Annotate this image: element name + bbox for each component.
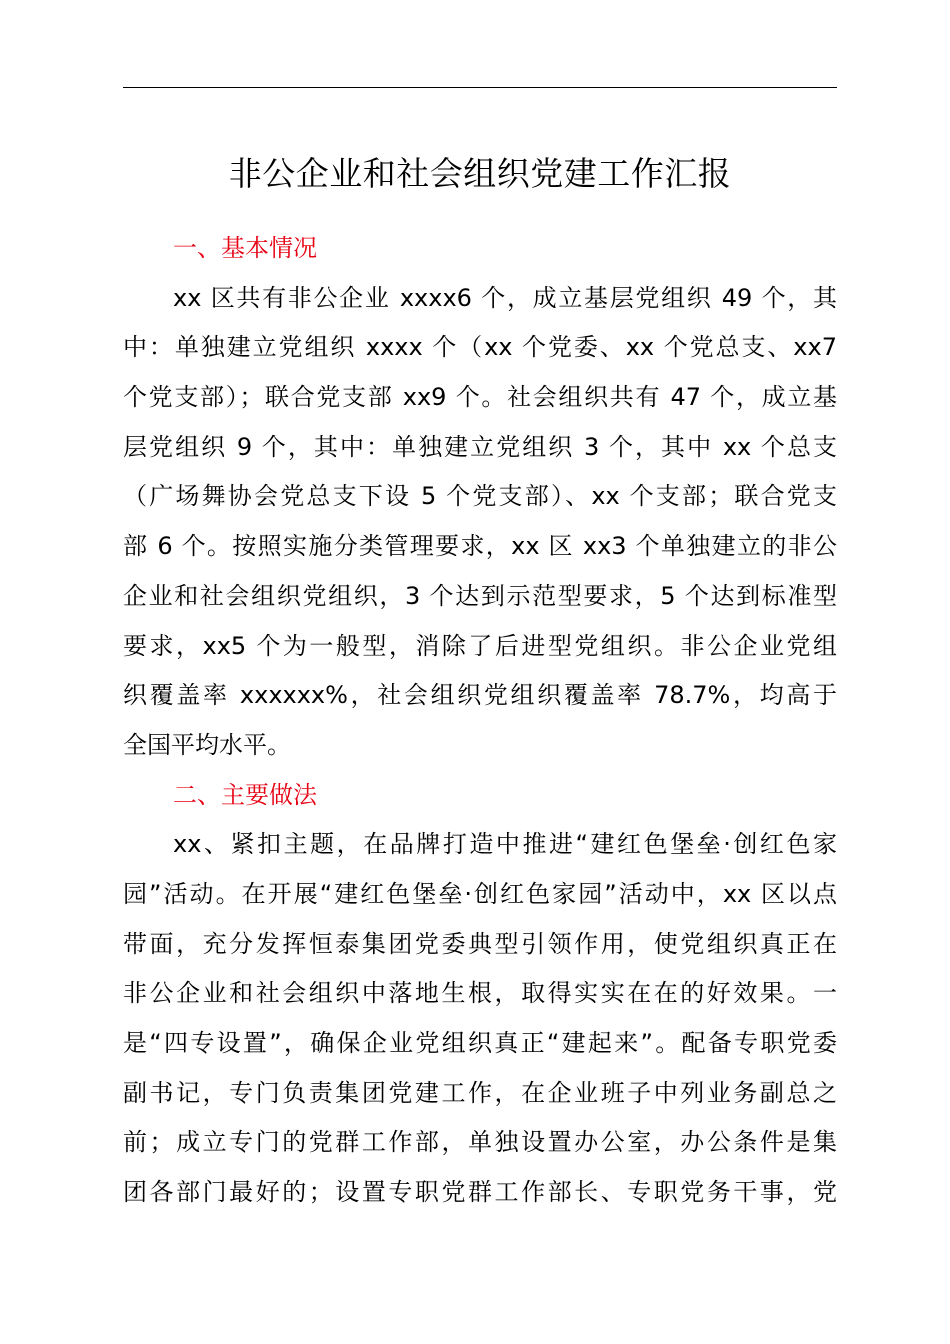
paragraph-line: （广场舞协会党总支下设 5 个党支部）、xx 个支部；联合党支 [123,482,837,511]
paragraph-line: 团各部门最好的；设置专职党群工作部长、专职党务干事，党 [123,1178,837,1207]
paragraph-line: 全国平均水平。 [123,730,291,759]
paragraph-line: 个党支部）；联合党支部 xx9 个。社会组织共有 47 个，成立基 [123,383,837,412]
document-title: 非公企业和社会组织党建工作汇报 [228,154,732,193]
document-body [123,224,837,1218]
paragraph-line: 织覆盖率 xxxxxx%，社会组织党组织覆盖率 78.7%，均高于 [123,681,837,710]
section-heading-practices: 二、主要做法 [173,780,317,809]
paragraph-line: 企业和社会组织党组织，3 个达到示范型要求，5 个达到标准型 [123,581,837,610]
paragraph-line: xx 区共有非公企业 xxxx6 个，成立基层党组织 49 个，其 [173,283,837,312]
paragraph-line: 要求，xx5 个为一般型，消除了后进型党组织。非公企业党组 [123,631,837,660]
paragraph-line: 中：单独建立党组织 xxxx 个（xx 个党委、xx 个党总支、xx7 [123,333,837,362]
header-rule [123,87,837,88]
paragraph-line: 层党组织 9 个，其中：单独建立党组织 3 个，其中 xx 个总支 [123,432,837,461]
paragraph-line: xx、紧扣主题，在品牌打造中推进“建红色堡垒·创红色家 [173,830,837,859]
section-heading-basic: 一、基本情况 [173,234,317,262]
paragraph-line: 前；成立专门的党群工作部，单独设置办公室，办公条件是集 [123,1128,837,1157]
paragraph-line: 园”活动。在开展“建红色堡垒·创红色家园”活动中，xx 区以点 [123,879,837,908]
paragraph-line: 非公企业和社会组织中落地生根，取得实实在在的好效果。一 [123,979,837,1008]
paragraph-line: 部 6 个。按照实施分类管理要求，xx 区 xx3 个单独建立的非公 [123,532,837,561]
paragraph-line: 带面，充分发挥恒泰集团党委典型引领作用，使党组织真正在 [123,929,837,958]
paragraph-line: 副书记，专门负责集团党建工作，在企业班子中列业务副总之 [123,1078,837,1107]
paragraph-line: 是“四专设置”，确保企业党组织真正“建起来”。配备专职党委 [123,1029,837,1057]
